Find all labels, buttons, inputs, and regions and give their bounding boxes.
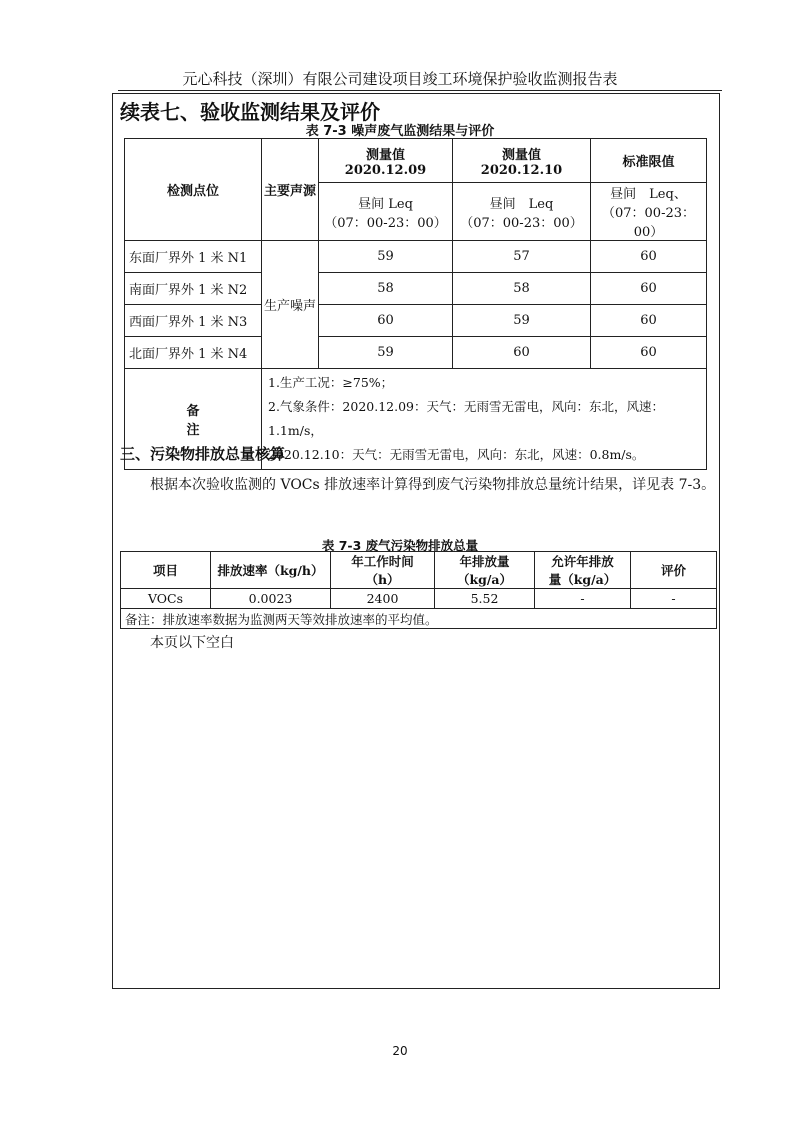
col-header-measure-1: 测量值 2020.12.09 (319, 139, 453, 183)
noise-row-std: 60 (591, 273, 707, 305)
noise-table (124, 138, 707, 470)
page-number: 20 (392, 1044, 408, 1058)
noise-row-point: 东面厂界外 1 米 N1 (125, 241, 262, 273)
emission-table (120, 551, 717, 629)
noise-row-m1: 59 (319, 337, 453, 369)
subheader-measure-2: 昼间 Leq （07：00-23：00） (453, 183, 591, 241)
noise-row-m2: 57 (453, 241, 591, 273)
col-header-source: 主要声源 (262, 139, 319, 241)
blank-notice: 本页以下空白 (150, 635, 234, 651)
noise-row-m2: 58 (453, 273, 591, 305)
col-header-eval: 评价 (631, 552, 717, 589)
notes-cell (262, 369, 707, 470)
subheader-measure-1: 昼间 Leq （07：00-23：00） (319, 183, 453, 241)
section3-title: 三、污染物排放总量核算 (120, 445, 286, 463)
cell-eval: - (631, 589, 717, 609)
col-header-item: 项目 (121, 552, 211, 589)
noise-row-point: 北面厂界外 1 米 N4 (125, 337, 262, 369)
col-header-measure-2: 测量值 2020.12.10 (453, 139, 591, 183)
notes-label: 备 注 (125, 369, 262, 470)
noise-row-m2: 60 (453, 337, 591, 369)
noise-row-point: 南面厂界外 1 米 N2 (125, 273, 262, 305)
cell-annual: 5.52 (435, 589, 535, 609)
noise-row-m1: 59 (319, 241, 453, 273)
col-header-allowed: 允许年排放 量（kg/a） (535, 552, 631, 589)
noise-table-caption: 表 7-3 噪声废气监测结果与评价 (305, 124, 495, 139)
note-line: 1.生产工况：≥75%； (268, 375, 394, 390)
noise-row-std: 60 (591, 337, 707, 369)
cell-allowed: - (535, 589, 631, 609)
document-header: 元心科技（深圳）有限公司建设项目竣工环境保护验收监测报告表 (182, 70, 618, 88)
col-header-hours: 年工作时间 （h） (331, 552, 435, 589)
noise-row-point: 西面厂界外 1 米 N3 (125, 305, 262, 337)
noise-row-std: 60 (591, 305, 707, 337)
source-cell: 生产噪声 (262, 241, 319, 369)
emission-note: 备注：排放速率数据为监测两天等效排放速率的平均值。 (121, 609, 717, 629)
col-header-point: 检测点位 (125, 139, 262, 241)
header-rule (118, 90, 722, 91)
note-line: 2020.12.10：天气：无雨雪无雷电，风向：东北，风速：0.8m/s。 (268, 447, 645, 462)
body-paragraph: 根据本次验收监测的 VOCs 排放速率计算得到废气污染物排放总量统计结果，详见表 7-3。 (150, 477, 716, 493)
section-title: 续表七、验收监测结果及评价 (120, 100, 380, 124)
subheader-standard: 昼间 Leq、 （07：00-23：00） (591, 183, 707, 241)
noise-row-m1: 58 (319, 273, 453, 305)
cell-rate: 0.0023 (211, 589, 331, 609)
col-header-rate: 排放速率（kg/h） (211, 552, 331, 589)
cell-hours: 2400 (331, 589, 435, 609)
col-header-annual: 年排放量 （kg/a） (435, 552, 535, 589)
emission-table-caption: 表 7-3 废气污染物排放总量 (321, 538, 479, 553)
cell-item: VOCs (121, 589, 211, 609)
note-line: 2.气象条件：2020.12.09：天气：无雨雪无雷电，风向：东北，风速：1.1m/s， (268, 399, 664, 438)
noise-row-m1: 60 (319, 305, 453, 337)
col-header-standard: 标准限值 (591, 139, 707, 183)
noise-row-std: 60 (591, 241, 707, 273)
noise-row-m2: 59 (453, 305, 591, 337)
